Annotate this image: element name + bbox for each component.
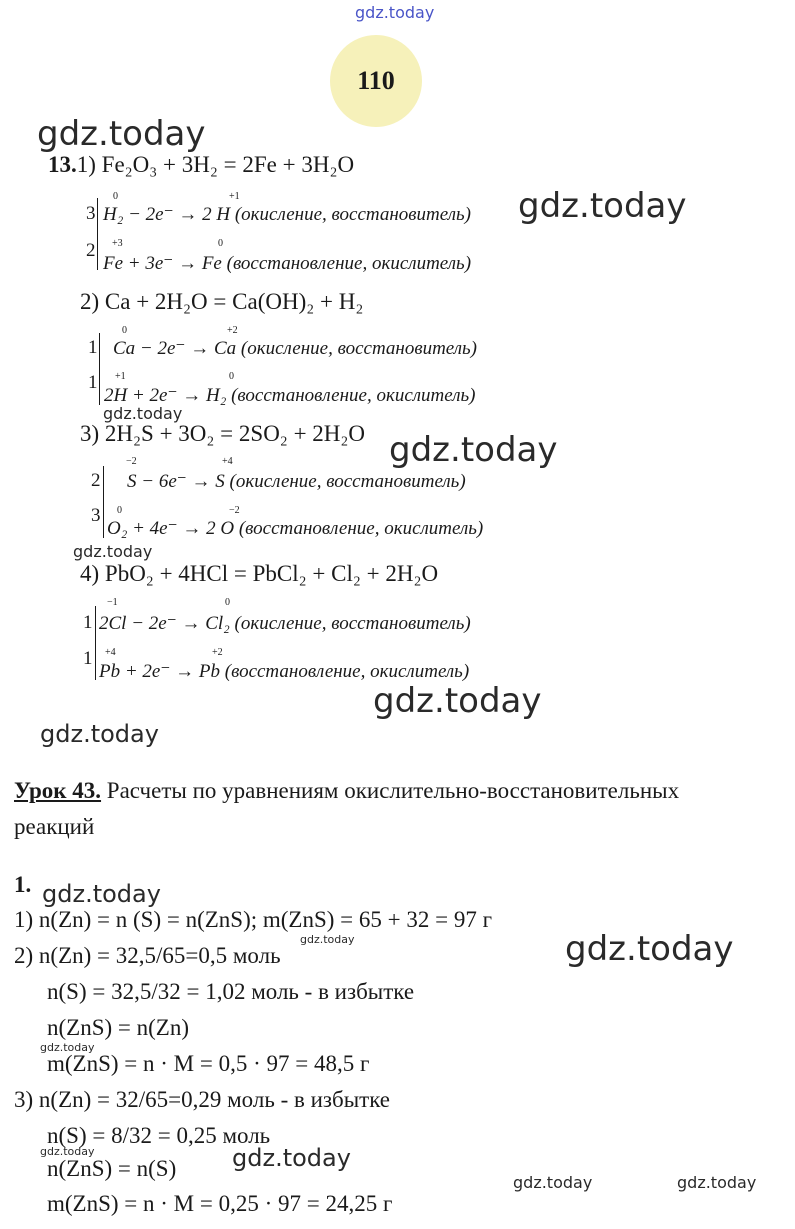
task13-reaction3: 3) 2H₂S + 3O₂ = 2SO₂ + 2H₂O bbox=[80, 421, 366, 446]
task13-reaction4: 4) PbO₂ + 4HCl = PbCl₂ + Cl₂ + 2H₂O bbox=[80, 561, 439, 586]
calc-line: m(ZnS) = n · M = 0,5 · 97 = 48,5 г bbox=[47, 1051, 370, 1076]
coefficient: 1 bbox=[83, 612, 93, 633]
calc-line: m(ZnS) = n · M = 0,25 · 97 = 24,25 г bbox=[47, 1191, 393, 1216]
task13-reaction1 bbox=[48, 152, 354, 178]
watermark: gdz.today bbox=[300, 933, 355, 946]
watermark-top: gdz.today bbox=[355, 3, 435, 22]
watermark: gdz.today bbox=[40, 720, 159, 748]
half-reaction: Pb + 2e⁻ → Pb (восстановление, окислитель) bbox=[99, 661, 470, 682]
coefficient: 3 bbox=[86, 203, 96, 224]
watermark: gdz.today bbox=[73, 542, 153, 561]
watermark: gdz.today bbox=[103, 404, 183, 423]
equation-text: 1) Fe₂O₃ + 3H₂ = 2Fe + 3H₂O bbox=[76, 152, 355, 177]
calc-line: 3) n(Zn) = 32/65=0,29 моль - в избытке bbox=[14, 1087, 391, 1112]
watermark: gdz.today bbox=[373, 681, 542, 721]
ox-state: 0 bbox=[113, 191, 118, 202]
coefficient: 2 bbox=[91, 470, 101, 491]
watermark: gdz.today bbox=[42, 880, 161, 908]
ox-state: +4 bbox=[222, 456, 233, 467]
watermark: gdz.today bbox=[565, 929, 734, 969]
watermark: gdz.today bbox=[389, 430, 558, 470]
page-number-badge bbox=[330, 35, 422, 127]
lesson-title: Расчеты по уравнениям окислительно-восстановительных bbox=[106, 778, 680, 803]
ox-state: +2 bbox=[227, 325, 238, 336]
ox-state: +3 bbox=[112, 238, 123, 249]
ox-state: +2 bbox=[212, 647, 223, 658]
coefficient: 1 bbox=[83, 648, 93, 669]
calc-line: n(S) = 8/32 = 0,25 моль bbox=[47, 1123, 271, 1148]
watermark: gdz.today bbox=[40, 1041, 95, 1054]
ox-state: +4 bbox=[105, 647, 116, 658]
calc-line: n(ZnS) = n(S) bbox=[47, 1156, 177, 1181]
half-reaction: Ca − 2e⁻ → Ca (окисление, восстановитель) bbox=[113, 338, 478, 359]
ox-state: 0 bbox=[117, 505, 122, 516]
watermark: gdz.today bbox=[232, 1144, 351, 1172]
balance-bar bbox=[97, 198, 98, 270]
coefficient: 1 bbox=[88, 372, 98, 393]
ox-state: 0 bbox=[225, 597, 230, 608]
task13-number: 13. bbox=[48, 152, 77, 177]
ox-state: 0 bbox=[229, 371, 234, 382]
ox-state: +1 bbox=[229, 191, 240, 202]
balance-bar bbox=[103, 466, 104, 538]
coefficient: 2 bbox=[86, 240, 96, 261]
half-reaction: O₂ + 4e⁻ → 2 O (восстановление, окислитель) bbox=[107, 518, 484, 539]
ox-state: −2 bbox=[126, 456, 137, 467]
ox-state: 0 bbox=[122, 325, 127, 336]
coefficient: 3 bbox=[91, 505, 101, 526]
lesson-heading bbox=[14, 778, 679, 804]
watermark: gdz.today bbox=[40, 1145, 95, 1158]
half-reaction: 2Cl − 2e⁻ → Cl₂ (окисление, восстановитель) bbox=[99, 613, 471, 634]
balance-bar bbox=[99, 333, 100, 405]
ox-state: 0 bbox=[218, 238, 223, 249]
half-reaction: 2H + 2e⁻ → H₂ (восстановление, окислитель) bbox=[104, 385, 476, 406]
balance-bar bbox=[95, 606, 96, 680]
coefficient: 1 bbox=[88, 337, 98, 358]
watermark: gdz.today bbox=[518, 186, 687, 226]
watermark: gdz.today bbox=[677, 1173, 757, 1192]
watermark: gdz.today bbox=[513, 1173, 593, 1192]
task13-reaction2: 2) Ca + 2H₂O = Ca(OH)₂ + H₂ bbox=[80, 289, 364, 314]
half-reaction: S − 6e⁻ → S (окисление, восстановитель) bbox=[127, 471, 466, 492]
ox-state: −1 bbox=[107, 597, 118, 608]
half-reaction: H₂ − 2e⁻ → 2 H (окисление, восстановитель) bbox=[103, 204, 471, 225]
page-number: 110 bbox=[357, 66, 395, 95]
task1-number: 1. bbox=[14, 872, 32, 897]
half-reaction: Fe + 3e⁻ → Fe (восстановление, окислитель) bbox=[103, 253, 472, 274]
calc-line: n(S) = 32,5/32 = 1,02 моль - в избытке bbox=[47, 979, 415, 1004]
calc-line: 2) n(Zn) = 32,5/65=0,5 моль bbox=[14, 943, 281, 968]
calc-line: n(ZnS) = n(Zn) bbox=[47, 1015, 189, 1040]
calc-line: 1) n(Zn) = n (S) = n(ZnS); m(ZnS) = 65 + 32 = 97 г bbox=[14, 907, 493, 932]
lesson-title-cont: реакций bbox=[14, 814, 95, 839]
ox-state: −2 bbox=[229, 505, 240, 516]
ox-state: +1 bbox=[115, 371, 126, 382]
watermark: gdz.today bbox=[37, 114, 206, 154]
lesson-label: Урок 43. bbox=[14, 778, 102, 803]
